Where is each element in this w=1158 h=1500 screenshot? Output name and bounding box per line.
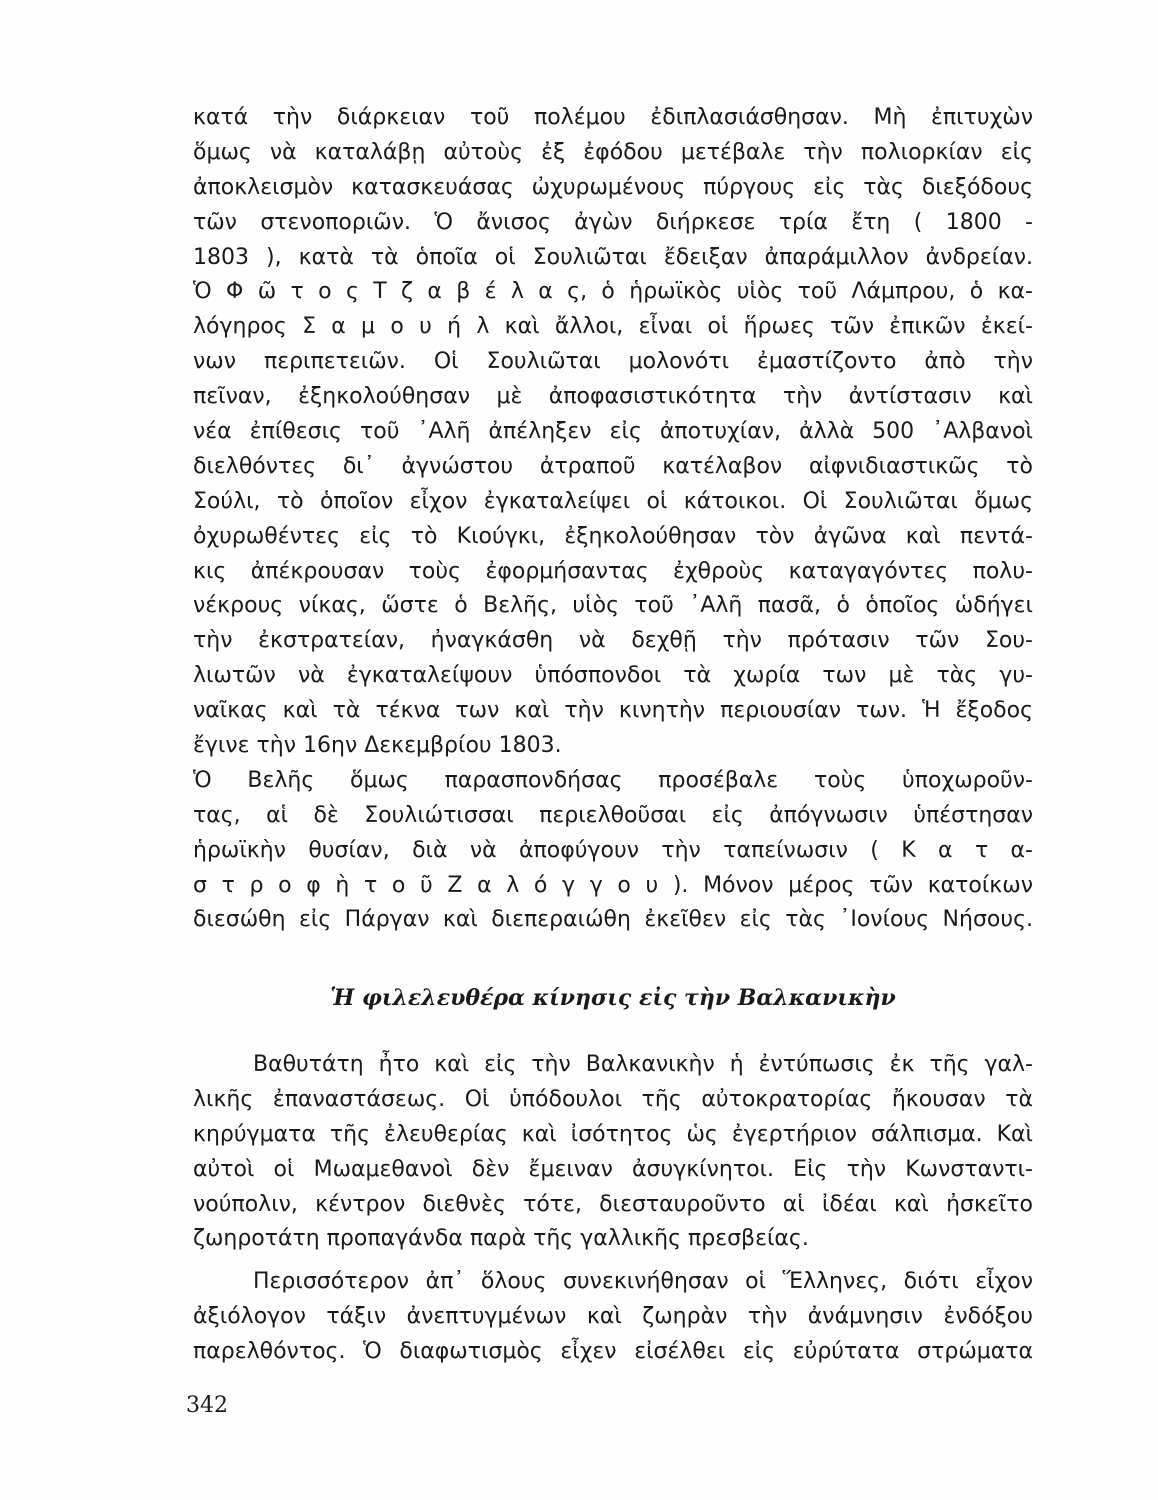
text-line: ὀχυρωθέντες εἰς τὸ Κιούγκι, ἐξηκολούθησαν τὸν ἀγῶνα καὶ πεντά-: [193, 523, 1033, 549]
text-line: ὅμως νὰ καταλάβῃ αὐτοὺς ἐξ ἐφόδου μετέβαλε τὴν πολιορκίαν εἰς: [193, 139, 1033, 165]
text-line: νέκρους νίκας, ὥστε ὁ Βελῆς, υἱὸς τοῦ ᾽Αλῆ πασᾶ, ὁ ὁποῖος ὡδήγει: [193, 593, 1033, 619]
text-line: Σούλι, τὸ ὁποῖον εἶχον ἐγκαταλείψει οἱ κάτοικοι. Οἱ Σουλιῶται ὅμως: [193, 488, 1033, 514]
text-line: ἔγινε τὴν 16ην Δεκεμβρίου 1803.: [193, 733, 562, 759]
text-line: 1803 ), κατὰ τὰ ὁποῖα οἱ Σουλιῶται ἔδειξαν ἀπαράμιλλον ἀνδρείαν.: [193, 244, 1033, 270]
text-line: Βαθυτάτη ἦτο καὶ εἰς τὴν Βαλκανικὴν ἡ ἐντύπωσις ἐκ τῆς γαλ-: [253, 1052, 1033, 1077]
text-line: ἀποκλεισμὸν κατασκευάσας ὠχυρωμένους πύργους εἰς τὰς διεξόδους: [193, 174, 1033, 200]
text-line: Ὁ Βελῆς ὅμως παρασπονδήσας προσέβαλε τοὺς ὑποχωροῦν-: [193, 767, 1033, 793]
paragraph-balkans: [193, 1048, 1033, 1257]
page-number: 342: [186, 1393, 228, 1418]
text-line: πεῖναν, ἐξηκολούθησαν μὲ ἀποφασιστικότητα τὴν ἀντίστασιν καὶ: [193, 384, 1033, 410]
text-line: κηρύγματα τῆς ἐλευθερίας καὶ ἰσότητος ὡς ἐγερτήριον σάλπισμα. Καὶ: [193, 1121, 1033, 1147]
text-line: νέα ἐπίθεσις τοῦ ᾽Αλῆ ἀπέληξεν εἰς ἀποτυχίαν, ἀλλὰ 500 ᾽Αλβανοὶ: [193, 419, 1033, 445]
section-heading: Ἡ φιλελευθέρα κίνησις εἰς τὴν Βαλκανικὴν: [330, 985, 896, 1011]
text-line: νούπολιν, κέντρον διεθνὲς τότε, διεσταυροῦντο αἱ ἰδέαι καὶ ἠσκεῖτο: [193, 1191, 1033, 1217]
text-line: Ὁ Φ ῶ τ ο ς Τ ζ α β έ λ α ς, ὁ ἡρωϊκὸς υἱὸς τοῦ Λάμπρου, ὁ κα-: [193, 279, 1033, 305]
paragraph-greeks: [193, 1265, 1033, 1370]
text-line: λικῆς ἐπαναστάσεως. Οἱ ὑπόδουλοι τῆς αὐτοκρατορίας ἤκουσαν τὰ: [193, 1086, 1033, 1112]
text-line: κις ἀπέκρουσαν τοὺς ἐφορμήσαντας ἐχθροὺς καταγαγόντες πολυ-: [193, 558, 1033, 584]
text-line: παρελθόντος. Ὁ διαφωτισμὸς εἶχεν εἰσέλθει εἰς εὐρύτατα στρώματα: [193, 1338, 1033, 1364]
text-line: ἀξιόλογον τάξιν ἀνεπτυγμένων καὶ ζωηρὰν τὴν ἀνάμνησιν ἐνδόξου: [193, 1303, 1033, 1329]
text-line: τας, αἱ δὲ Σουλιώτισσαι περιελθοῦσαι εἰς ἀπόγνωσιν ὑπέστησαν: [193, 802, 1033, 828]
text-line: διελθόντες δι᾽ ἀγνώστου ἀτραποῦ κατέλαβον αἰφνιδιαστικῶς τὸ: [193, 453, 1033, 479]
text-line: λιωτῶν νὰ ἐγκαταλείψουν ὑπόσπονδοι τὰ χωρία των μὲ τὰς γυ-: [193, 663, 1033, 689]
text-line: νων περιπετειῶν. Οἱ Σουλιῶται μολονότι ἐμαστίζοντο ἀπὸ τὴν: [193, 349, 1033, 375]
text-line: κατά τὴν διάρκειαν τοῦ πολέμου ἐδιπλασιάσθησαν. Μὴ ἐπιτυχὼν: [193, 105, 1033, 130]
paragraph-souli: [193, 101, 1033, 938]
text-line: λόγηρος Σ α μ ο υ ή λ καὶ ἄλλοι, εἶναι οἱ ἥρωες τῶν ἐπικῶν ἐκεί-: [193, 314, 1033, 340]
text-line: διεσώθη εἰς Πάργαν καὶ διεπεραιώθη ἐκεῖθεν εἰς τὰς ᾽Ιονίους Νήσους.: [193, 907, 1033, 933]
text-line: ζωηροτάτη προπαγάνδα παρὰ τῆς γαλλικῆς πρεσβείας.: [193, 1226, 809, 1252]
text-line: ἡρωϊκὴν θυσίαν, διὰ νὰ ἀποφύγουν τὴν ταπείνωσιν ( Κ α τ α-: [193, 837, 1033, 863]
text-line: Περισσότερον ἀπ᾽ ὅλους συνεκινήθησαν οἱ Ἕλληνες, διότι εἶχον: [253, 1269, 1033, 1294]
text-line: τὴν ἐκστρατείαν, ἠναγκάσθη νὰ δεχθῇ τὴν πρότασιν τῶν Σου-: [193, 628, 1033, 654]
text-line: σ τ ρ ο φ ὴ τ ο ῦ Ζ α λ ό γ γ ο υ ). Μόνον μέρος τῶν κατοίκων: [193, 872, 1033, 898]
text-line: αὐτοὶ οἱ Μωαμεθανοὶ δὲν ἔμειναν ἀσυγκίνητοι. Εἰς τὴν Κωνσταντι-: [193, 1156, 1033, 1182]
text-line: ναῖκας καὶ τὰ τέκνα των καὶ τὴν κινητὴν περιουσίαν των. Ἡ ἔξοδος: [193, 698, 1033, 724]
text-line: τῶν στενοποριῶν. Ὁ ἄνισος ἀγὼν διήρκεσε τρία ἔτη ( 1800 -: [193, 209, 1033, 235]
